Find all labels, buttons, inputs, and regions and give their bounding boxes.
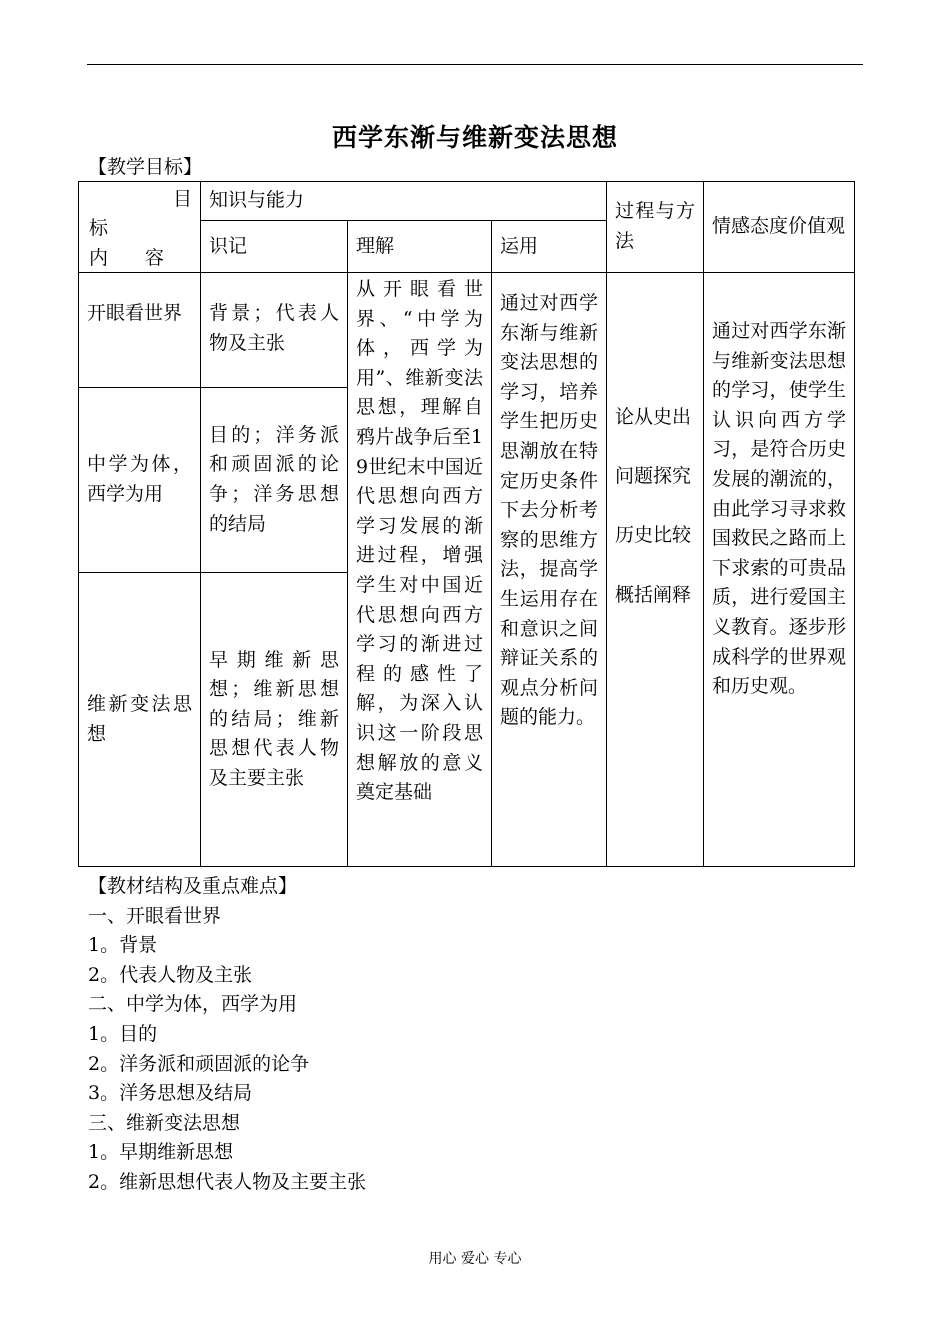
- outline-item: 2。洋务派和顽固派的论争: [88, 1052, 310, 1075]
- method-item: 论从史出: [615, 406, 692, 428]
- header-knowledge-ability: 知识与能力: [201, 182, 607, 221]
- outline-section-1: 一、开眼看世界: [88, 904, 222, 927]
- header-process-method: 过程与方法: [607, 182, 704, 273]
- header-recall: 识记: [201, 221, 348, 273]
- header-emotion-values: 情感态度价值观: [704, 182, 855, 273]
- method-item: 历史比较: [615, 524, 692, 547]
- document-title: 西学东渐与维新变法思想: [331, 123, 618, 152]
- corner-label-content: 容: [145, 247, 165, 269]
- outline-section-2: 二、中学为体，西学为用: [88, 993, 298, 1016]
- corner-label-inner: 内: [89, 247, 109, 269]
- method-item: 问题探究: [615, 465, 692, 488]
- goals-heading: 【教学目标】: [88, 156, 203, 178]
- page-footer: 用心 爱心 专心: [428, 1251, 522, 1267]
- content-cell-row-3: 维新变法思想: [79, 573, 201, 867]
- content-cell-row-1: 开眼看世界: [79, 273, 201, 388]
- header-understand: 理解: [348, 221, 492, 273]
- outline-item: 1。早期维新思想: [88, 1141, 234, 1164]
- outline-item: 1。背景: [88, 934, 158, 957]
- recall-cell-row-1: 背景；代表人物及主张: [201, 273, 348, 388]
- corner-header-cell: [79, 182, 201, 273]
- structure-heading: 【教材结构及重点难点】: [88, 875, 298, 897]
- emotion-cell: 通过对西学东渐与维新变法思想的学习，使学生认识向西方学习，是符合历史发展的潮流的，由此学习寻求救国救民之路而上下求索的可贵品质，进行爱国主义教育。逐步形成科学的世界观和历史观。: [704, 273, 855, 867]
- content-cell-row-2: 中学为体，西学为用: [79, 388, 201, 573]
- outline-item: 2。维新思想代表人物及主要主张: [88, 1170, 367, 1193]
- understand-cell: 从开眼看世界、“中学为体，西学为用”、维新变法思想，理解自鸦片战争后至19世纪末中国近代思想向西方学习发展的渐进过程，增强学生对中国近代思想向西方学习的渐进过程的感性了解，为深入认识这一阶段思想解放的意义奠定基础: [348, 273, 492, 867]
- teaching-goals-table: [78, 181, 855, 867]
- outline-section-3: 三、维新变法思想: [88, 1111, 241, 1134]
- header-rule: [87, 64, 863, 65]
- apply-cell: 通过对西学东渐与维新变法思想的学习，培养学生把历史思潮放在特定历史条件下去分析考察的思维方法，提高学生运用存在和意识之间辩证关系的观点分析问题的能力。: [492, 273, 607, 867]
- recall-cell-row-2: 目的；洋务派和顽固派的论争；洋务思想的结局: [201, 388, 348, 573]
- recall-cell-row-3: 早期维新思想；维新思想的结局；维新思想代表人物及主要主张: [201, 573, 348, 867]
- method-item: 概括阐释: [615, 583, 692, 606]
- corner-label-goal: 目: [173, 188, 193, 210]
- methods-cell: [607, 273, 704, 867]
- structure-outline: [88, 872, 366, 1198]
- outline-item: 3。洋务思想及结局: [88, 1082, 253, 1105]
- corner-label-mark: 标: [89, 217, 109, 239]
- header-apply: 运用: [492, 221, 607, 273]
- outline-item: 2。代表人物及主张: [88, 963, 253, 986]
- outline-item: 1。目的: [88, 1022, 158, 1045]
